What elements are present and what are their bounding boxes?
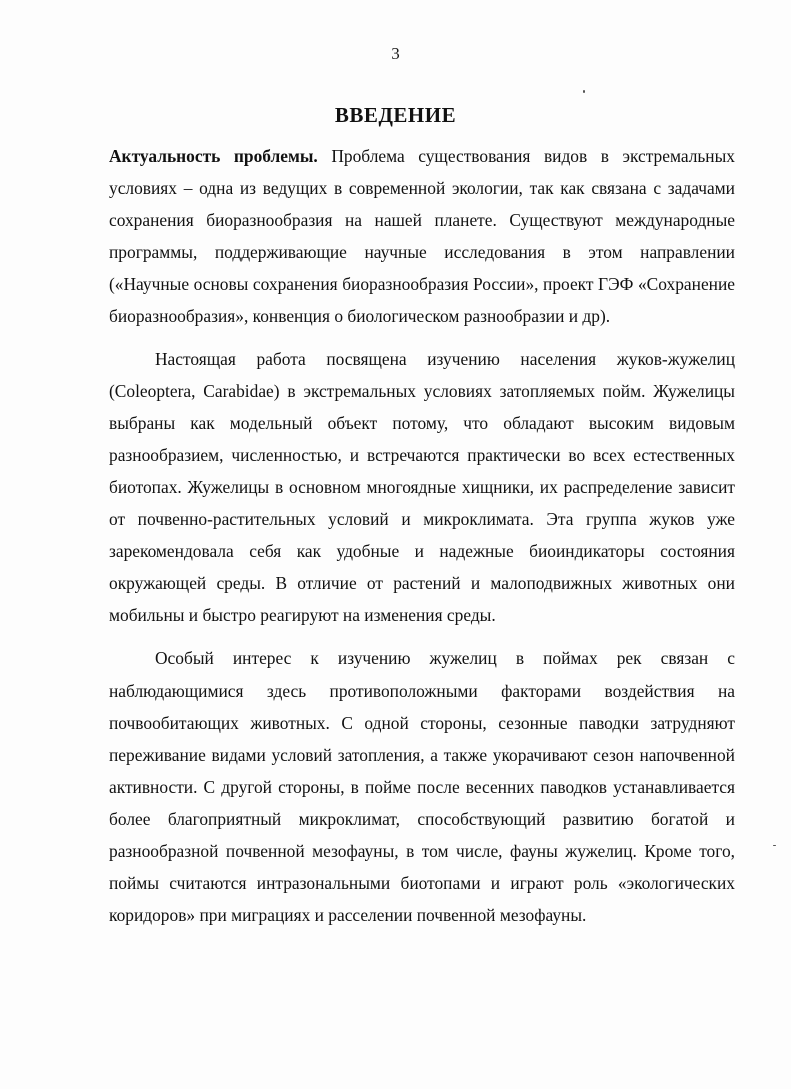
paragraph-research-subject: Настоящая работа посвящена изучению населения жуков-жужелиц (Coleoptera, Carabidae) в экстремальных условиях затопляемых пойм. Жужелицы выбраны как модельный объект потому, что обладают высоким видовым разнообразием, численностью, и встречаются практически во всех естественных биотопах. Жужелицы в основном многоядные хищники, их распределение зависит от почвенно-растительных условий и микроклимата. Эта группа жуков уже зарекомендовала себя как удобные и надежные биоиндикаторы состояния окружающей среды. В отличие от растений и малоподвижных животных они мобильны и быстро реагируют на изменения среды. <box>109 348 735 626</box>
section-heading: ВВЕДЕНИЕ <box>334 103 457 127</box>
relevance-text: Проблема существования видов в экстремальных условиях – одна из ведущих в современной экологии, так как связана с задачами сохранения биоразнообразия на нашей планете. Существуют международные программы, поддерживающие научные исследования в этом направлении («Научные основы сохранения биоразнообразия России», проект ГЭФ «Сохранение биоразнообразия», конвенция о биологическом разнообразии и др). <box>109 146 735 327</box>
paragraph-floodplain-interest: Особый интерес к изучению жужелиц в поймах рек связан с наблюдающимися здесь противоположными факторами воздействия на почвообитающих животных. С одной стороны, сезонные паводки затрудняют переживание видами условий затопления, а также укорачивают сезон напочвенной активности. С другой стороны, в пойме после весенних паводков устанавливается более благоприятный микроклимат, способствующий развитию богатой и разнообразной почвенной мезофауны, в том числе, фауны жужелиц. Кроме того, поймы считаются интразональными биотопами и играют роль «экологических коридоров» при миграциях и расселении почвенной мезофауны. <box>109 648 735 926</box>
scan-speck <box>773 845 776 846</box>
scan-speck <box>583 90 585 93</box>
page-number: 3 <box>391 44 400 63</box>
relevance-label: Актуальность проблемы. <box>109 146 318 166</box>
body-text <box>109 140 735 931</box>
paragraph-relevance <box>109 140 735 333</box>
